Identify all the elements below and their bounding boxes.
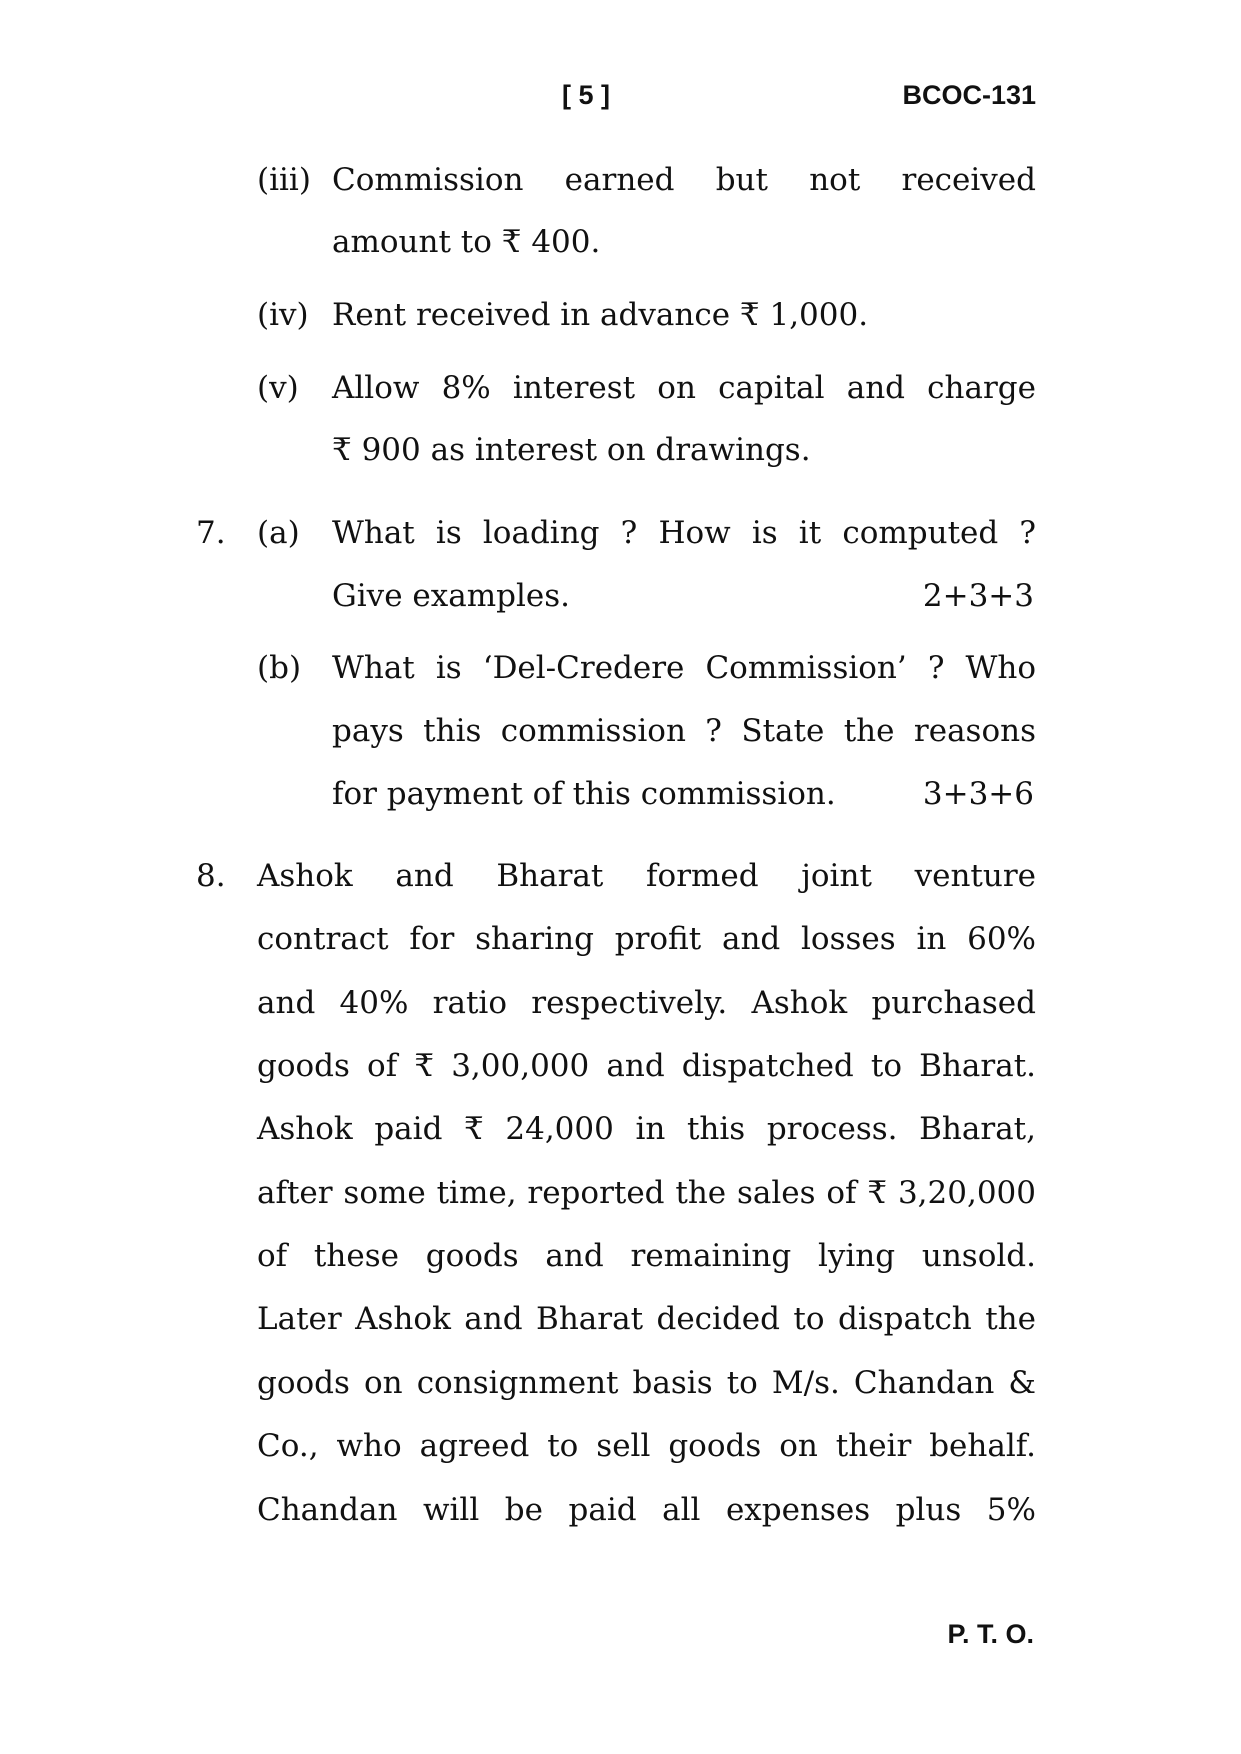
q8-line-6: after some time, reported the sales of ₹ 3,20,000 xyxy=(257,1175,1036,1211)
q7-b-line-2: pays this commission ? State the reasons xyxy=(332,713,1036,749)
q8-line-1: Ashok and Bharat formed joint venture xyxy=(257,858,1036,894)
q8-number: 8. xyxy=(196,858,226,894)
q8-line-8: Later Ashok and Bharat decided to dispatch the xyxy=(257,1301,1036,1337)
paper-code: BCOC-131 xyxy=(902,80,1036,110)
q7-a-marks: 2+3+3 xyxy=(922,578,1034,614)
q8-line-10: Co., who agreed to sell goods on their behalf. xyxy=(257,1428,1036,1464)
q8-line-4: goods of ₹ 3,00,000 and dispatched to Bharat. xyxy=(257,1048,1036,1084)
item-v-line-1: Allow 8% interest on capital and charge xyxy=(332,370,1036,406)
item-iv-line-1: Rent received in advance ₹ 1,000. xyxy=(332,297,869,333)
item-iii-line-2: amount to ₹ 400. xyxy=(332,224,601,260)
q7-a-line-2: Give examples. xyxy=(332,578,570,614)
q8-line-9: goods on consignment basis to M/s. Chandan & xyxy=(257,1365,1036,1401)
item-iii-line-1: Commission earned but not received xyxy=(332,162,1036,198)
q8-line-5: Ashok paid ₹ 24,000 in this process. Bharat, xyxy=(257,1111,1036,1147)
page-number: [ 5 ] xyxy=(562,80,611,110)
q8-line-3: and 40% ratio respectively. Ashok purchased xyxy=(257,985,1036,1021)
q7-b-line-1: What is ‘Del-Credere Commission’ ? Who xyxy=(332,650,1036,686)
pto-label: P. T. O. xyxy=(947,1619,1034,1649)
q7-a-line-1: What is loading ? How is it computed ? xyxy=(332,515,1036,551)
item-iv-label: (iv) xyxy=(257,297,309,333)
q7-b-marks: 3+3+6 xyxy=(922,776,1034,812)
q7-b-label: (b) xyxy=(257,650,302,686)
q7-a-label: (a) xyxy=(257,515,300,551)
item-v-label: (v) xyxy=(257,370,299,406)
q8-line-2: contract for sharing profit and losses in 60% xyxy=(257,921,1036,957)
q7-b-line-3: for payment of this commission. xyxy=(332,776,836,812)
q8-line-7: of these goods and remaining lying unsold. xyxy=(257,1238,1036,1274)
q7-number: 7. xyxy=(196,515,226,551)
q8-line-11: Chandan will be paid all expenses plus 5% xyxy=(257,1492,1036,1528)
item-v-line-2: ₹ 900 as interest on drawings. xyxy=(332,432,811,468)
item-iii-label: (iii) xyxy=(257,162,311,198)
